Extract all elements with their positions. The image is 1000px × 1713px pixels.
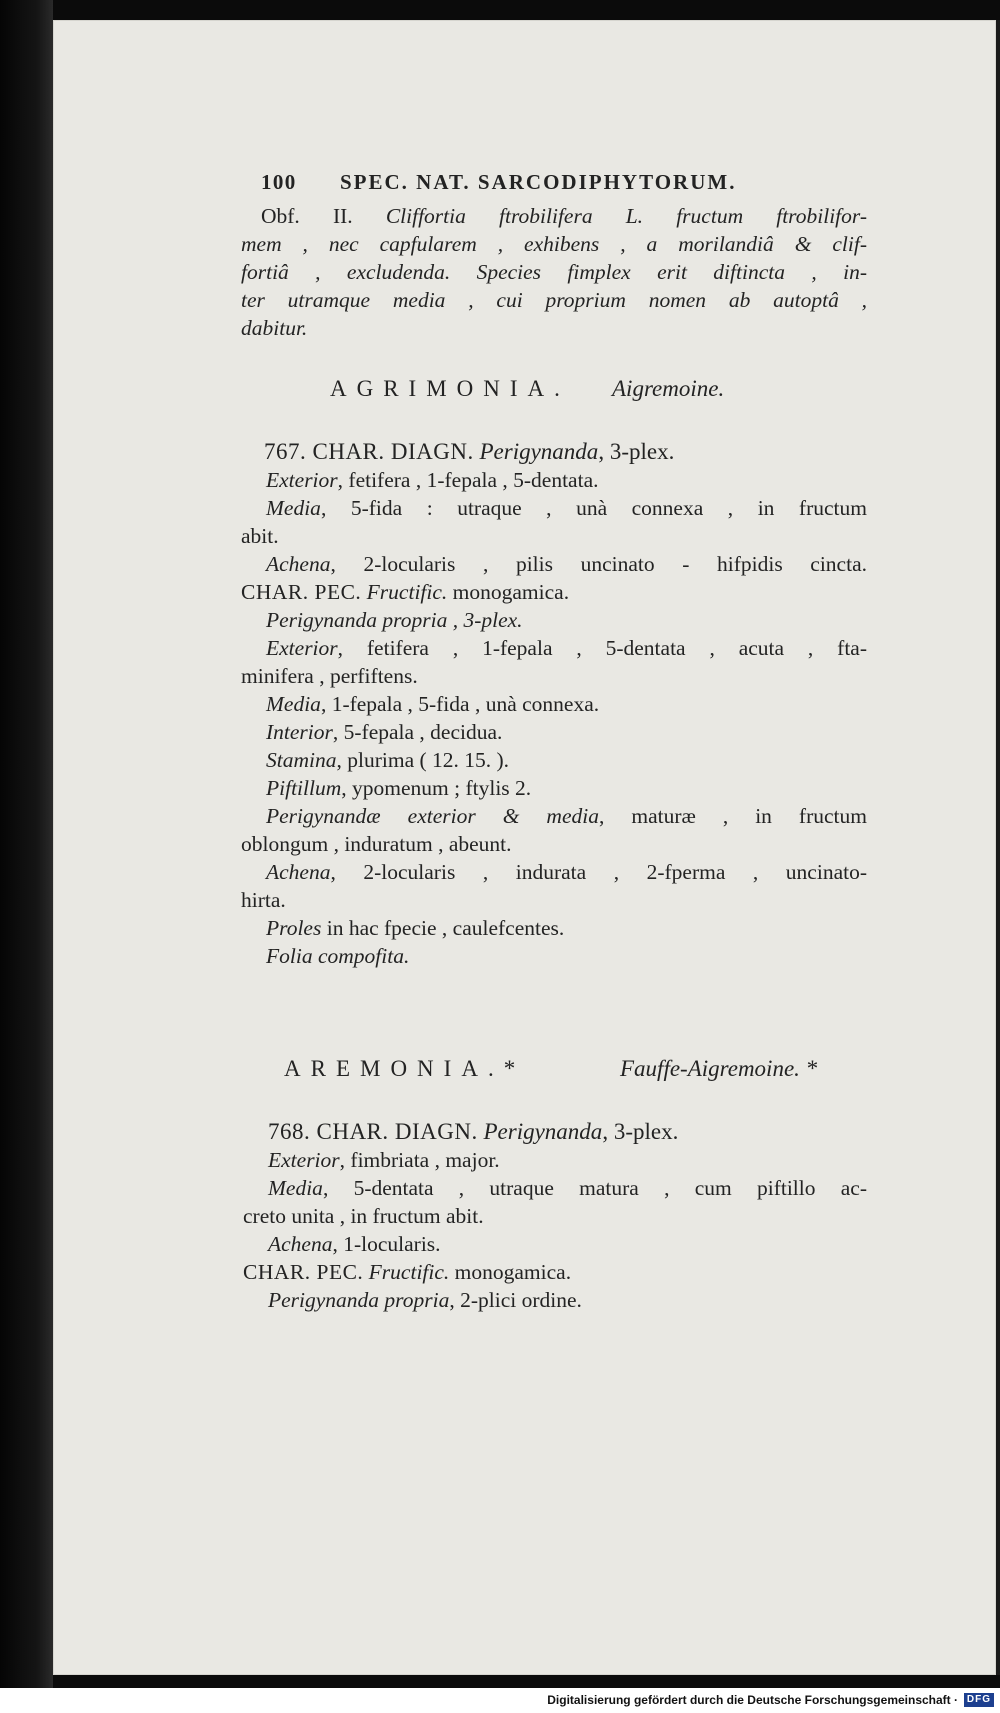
digitization-credit-bar — [0, 1688, 1000, 1713]
obs-line-2: mem , nec capfularem , exhibens , a morilandiâ & clif- — [241, 232, 867, 256]
agrimonia-line-9: minifera , perfiftens. — [241, 664, 418, 688]
agrimonia-line-3: Media, 5-fida : utraque , unà connexa , in fructum — [266, 496, 867, 520]
agrimonia-line-8: Exterior, fetifera , 1-fepala , 5-dentata , acuta , fta- — [266, 636, 867, 660]
page-number: 100 — [261, 170, 297, 194]
aremonia-line-4: creto unita , in fructum abit. — [243, 1204, 484, 1228]
agrimonia-line-7: Perigynanda propria , 3-plex. — [266, 608, 523, 632]
agrimonia-line-16: Achena, 2-locularis , indurata , 2-fperma , uncinato- — [266, 860, 867, 884]
agrimonia-line-18: Proles in hac fpecie , caulefcentes. — [266, 916, 565, 940]
aremonia-line-2: Exterior, fimbriata , major. — [268, 1148, 500, 1172]
obs-line-3: fortiâ , excludenda. Species fimplex erit diftincta , in- — [241, 260, 867, 284]
agrimonia-diagn: 767. CHAR. DIAGN. Perigynanda, 3-plex. — [264, 439, 675, 464]
agrimonia-line-5: Achena, 2-locularis , pilis uncinato - hifpidis cincta. — [266, 552, 867, 576]
genus-aremonia: AREMONIA.* — [284, 1056, 526, 1081]
aremonia-line-7: Perigynanda propria, 2-plici ordine. — [268, 1288, 582, 1312]
agrimonia-line-13: Piftillum, ypomenum ; ftylis 2. — [266, 776, 532, 800]
agrimonia-line-15: oblongum , induratum , abeunt. — [241, 832, 512, 856]
aremonia-line-5: Achena, 1-locularis. — [268, 1232, 441, 1256]
aremonia-line-3: Media, 5-dentata , utraque matura , cum piftillo ac- — [268, 1176, 867, 1200]
obs-line-4: ter utramque media , cui proprium nomen ab autoptâ , — [241, 288, 867, 312]
agrimonia-line-2: Exterior, fetifera , 1-fepala , 5-dentata. — [266, 468, 599, 492]
agrimonia-line-11: Interior, 5-fepala , decidua. — [266, 720, 503, 744]
aremonia-diagn: 768. CHAR. DIAGN. Perigynanda, 3-plex. — [268, 1119, 679, 1144]
page-edge — [996, 20, 1000, 1675]
agrimonia-line-17: hirta. — [241, 888, 286, 912]
genus-agrimonia-vernacular: Aigremoine. — [612, 376, 725, 401]
credit-text: Digitalisierung gefördert durch die Deutsche Forschungsgemeinschaft · — [547, 1693, 958, 1707]
book-page — [53, 20, 996, 1675]
agrimonia-line-19: Folia compofita. — [266, 944, 410, 968]
running-title: SPEC. NAT. SARCODIPHYTORUM. — [340, 170, 737, 194]
obs-line-5: dabitur. — [241, 316, 308, 340]
book-spine — [0, 0, 53, 1713]
agrimonia-line-12: Stamina, plurima ( 12. 15. ). — [266, 748, 510, 772]
agrimonia-pec: CHAR. PEC. Fructific. monogamica. — [241, 580, 570, 604]
agrimonia-line-4: abit. — [241, 524, 279, 548]
dfg-logo: DFG — [964, 1693, 994, 1707]
agrimonia-line-14: Perigynandæ exterior & media, maturæ , in fructum — [266, 804, 867, 828]
aremonia-pec: CHAR. PEC. Fructific. monogamica. — [243, 1260, 572, 1284]
genus-agrimonia: AGRIMONIA. — [330, 376, 570, 401]
agrimonia-line-10: Media, 1-fepala , 5-fida , unà connexa. — [266, 692, 600, 716]
genus-aremonia-vernacular: Fauffe-Aigremoine. * — [620, 1056, 818, 1081]
obs-line-1: Obf. II. Cliffortia ftrobilifera L. fructum ftrobilifor- — [261, 204, 867, 228]
